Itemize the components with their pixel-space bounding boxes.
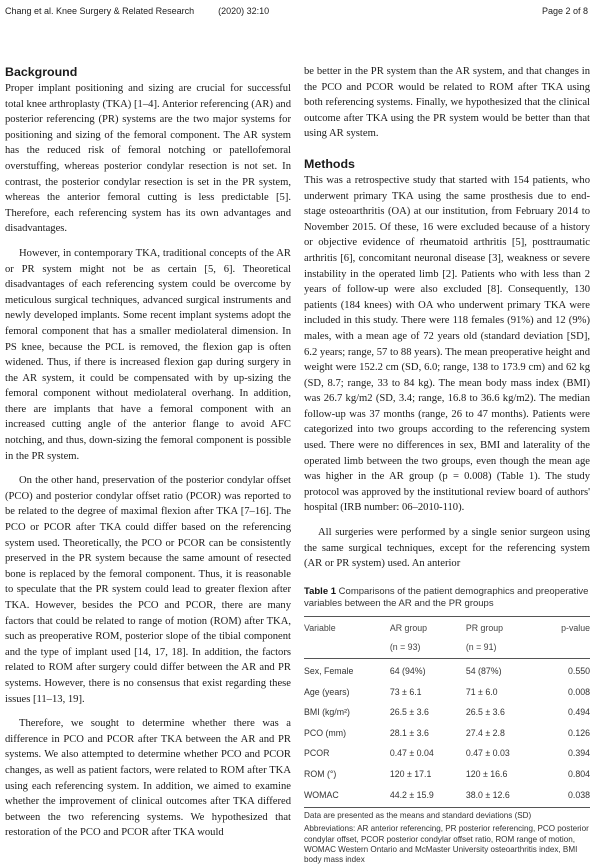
table-cell: PCO (mm) bbox=[304, 727, 347, 738]
table-cell: Age (years) bbox=[304, 686, 350, 697]
table-note-abbreviations: Abbreviations: AR anterior referencing, PR posterior referencing, PCO posterior condylar offset, PCOR posterior condylar offset ratio, ROM range of motion, WOMAC Western Ontario and McMaster University osteoarthritis index, BMI body mass index bbox=[304, 824, 589, 864]
table-cell: 0.494 bbox=[567, 707, 590, 718]
table-cell: 64 (94%) bbox=[390, 659, 466, 682]
table-cell: PCOR bbox=[304, 748, 330, 759]
background-paragraph-1: Proper implant positioning and sizing are crucial for successful total knee arthroplasty (TKA) [1–4]. Anterior referencing (AR) and posterior referencing (PR) systems are the two major systems for positioning and sizing of the femoral component. The AR system has the reduced risk of femoral notching or patellofemoral overstuffing, whereas posterior condylar resection is not set. In contrast, the posterior condylar resection is set in the PR system, whereas the anterior femoral cutting is less predictable [5]. Therefore, each referencing system has its own advantages and disadvantages. bbox=[5, 83, 291, 235]
right-column bbox=[304, 64, 590, 865]
table-cell: 44.2 ± 15.9 bbox=[390, 785, 466, 808]
table-cell: WOMAC bbox=[304, 785, 390, 808]
table-cell: 71 ± 6.0 bbox=[465, 686, 498, 697]
table-cell: BMI (kg/m²) bbox=[304, 707, 350, 718]
table-cell: 120 ± 17.1 bbox=[389, 768, 432, 779]
background-paragraph-4: Therefore, we sought to determine whether there was a difference in PCO and PCOR after TKA between the AR and PR systems. We also attempted to determine whether PCO and PCOR changes, as well as patient factors, were related to ROM after TKA using each referencing system. In addition, we aimed to examine whether the improvement of clinical outcomes after TKA differed between the two referencing systems. We hypothesized that restoration of the PCO and PCOR after TKA would bbox=[5, 718, 291, 839]
background-paragraph-2: However, in contemporary TKA, traditional concepts of the AR or PR system might not be as certain [5, 6]. Theoretical disadvantages of each referencing system could be overcome by meticulous surgical techniques, advanced surgical instruments and newly developed implants. Some recent implant systems adopt the femoral component that has a smaller mediolateral dimension. In PS knee, because the PCL is removed, the flexion gap is often widened. Thus, if there is increased flexion gap during surgery in the AR system, it could be compensated with by up-sizing the femoral component without mediolateral overhang. In addition, there are implants that have a femoral component with an increased cutting angle of the anterior flange to avoid AFC notching, and thus, down-sizing the femoral component is possible in the PR system. bbox=[5, 247, 291, 462]
table-cell: 0.126 bbox=[567, 727, 590, 738]
table-cell: 0.550 bbox=[540, 659, 590, 682]
table-label: Table 1 bbox=[304, 585, 337, 597]
column-header-pr: PR group bbox=[466, 616, 540, 638]
demographics-table bbox=[304, 616, 590, 808]
volume-info: (2020) 32:10 bbox=[218, 6, 270, 16]
table-row bbox=[304, 702, 590, 723]
table-cell: 27.4 ± 2.8 bbox=[465, 727, 505, 738]
table-note-data: Data are presented as the means and standard deviations (SD) bbox=[304, 811, 532, 821]
table-row bbox=[304, 764, 590, 785]
table-caption-text: Comparisons of the patient demographics and preoperative variables between the AR and the PR groups bbox=[304, 585, 589, 609]
table-cell: 73 ± 6.1 bbox=[389, 686, 422, 697]
column-header-ar: AR group bbox=[390, 616, 466, 638]
subheader-empty bbox=[304, 638, 390, 658]
subheader-pr-n: (n = 91) bbox=[465, 642, 497, 653]
table-cell: 38.0 ± 12.6 bbox=[466, 785, 540, 808]
table-row bbox=[304, 659, 590, 682]
background-heading: Background bbox=[5, 65, 78, 79]
page-number: Page 2 of 8 bbox=[541, 6, 588, 16]
table-row bbox=[304, 743, 590, 764]
table-cell: 120 ± 16.6 bbox=[465, 768, 508, 779]
table-cell: 28.1 ± 3.6 bbox=[389, 727, 429, 738]
running-head bbox=[5, 6, 269, 16]
background-paragraph-3: On the other hand, preservation of the posterior condylar offset (PCO) and posterior condylar offset ratio (PCOR) was reported to be related to the degree of maximal flexion after TKA [7–16]. The PCO or PCOR after TKA could differ based on the referencing system used. Theoretically, the PCO or PCOR can be consistently preserved in the PR system because the same amount of resected bone is replaced by the femoral component. Thus, it is reasonable to speculate that the PR system could lead to greater flexion after TKA. However, besides the PCO and PCOR, there are many factors that could be related to range of motion (ROM) after TKA, such as preoperative ROM, posterior slope of the tibial component and the type of implant used [14, 17, 18]. In addition, the factors related to ROM after surgery could differ between the AR and PR systems. However, there is no consensus that exist regarding these issues [11–13, 19]. bbox=[5, 475, 291, 705]
table-cell: 26.5 ± 3.6 bbox=[389, 707, 429, 718]
subheader-ar-n: (n = 93) bbox=[389, 642, 421, 653]
table-row bbox=[304, 785, 590, 808]
table-cell: 0.038 bbox=[540, 785, 590, 808]
background-paragraph-4-continued: be better in the PR system than the AR system, and that changes in the PCO and PCOR would be related to ROM after TKA using both referencing systems. Finally, we hypothesized that the clinical outcome after TKA using the PR system would be better than that using AR system. bbox=[304, 66, 590, 140]
table-caption bbox=[304, 586, 590, 610]
table-cell: ROM (°) bbox=[304, 768, 337, 779]
table-cell: 0.008 bbox=[567, 686, 590, 697]
table-cell: 0.804 bbox=[567, 768, 590, 779]
table-row bbox=[304, 723, 590, 744]
table-cell: 26.5 ± 3.6 bbox=[465, 707, 505, 718]
table-row bbox=[304, 682, 590, 703]
methods-heading: Methods bbox=[304, 156, 355, 171]
column-header-pvalue: p-value bbox=[540, 616, 590, 638]
column-header-variable: Variable bbox=[304, 616, 390, 638]
table-cell: 0.47 ± 0.04 bbox=[389, 748, 434, 759]
left-column bbox=[5, 64, 291, 841]
table-cell: Sex, Female bbox=[304, 659, 390, 682]
page-header bbox=[5, 6, 588, 20]
subheader-empty-2 bbox=[540, 638, 590, 658]
table-1 bbox=[304, 586, 590, 865]
table-cell: 0.394 bbox=[567, 748, 590, 759]
methods-paragraph-2: All surgeries were performed by a single senior surgeon using the same surgical techniques, except for the referencing system (AR or PR system) used. An anterior bbox=[304, 527, 590, 570]
methods-paragraph-1: This was a retrospective study that started with 154 patients, who underwent primary TKA using the same prosthesis due to end-stage osteoarthritis (OA) at our institution, from February 2014 to November 2015. Of these, 16 were excluded because of a history or objective evidence of rheumatoid arthritis [5], posttraumatic arthritis [6], concomitant neuronal disease [3], weakness or severe instability in the operated limb [2]. Patients who with less than 2 years of follow-up were also excluded [8]. Consequently, 130 patients (184 knees) with OA who underwent primary TKA were included in this study. There were 118 females (91%) and 12 (9%) males, with a mean age of 72 years old (standard deviation [SD], 6.2 years; range, 57 to 88 years). The mean preoperative height and weight were 152.2 cm (SD, 6.0; range, 138 to 173.9 cm) and 62 kg (SD, 8.7; range, 33 to 84 kg). The mean body mass index (BMI) was 26.7 kg/m2 (SD, 3.4; range, 16.8 to 36.6 kg/m2). The median follow-up was 37 months (range, 26 to 47 months). Patients were categorized into two groups according to the referencing system used. There were no differences in sex, BMI and laterality of the operated limb between the two groups, even though the mean age was higher in the AR group (p = 0.008) (Table 1). The study protocol was approved by the institutional review board of authors' hospital (IRB number: 06–2010-110). bbox=[304, 174, 590, 514]
journal-name: Chang et al. Knee Surgery & Related Research bbox=[5, 6, 195, 16]
table-cell: 54 (87%) bbox=[466, 659, 540, 682]
table-cell: 0.47 ± 0.03 bbox=[465, 748, 510, 759]
